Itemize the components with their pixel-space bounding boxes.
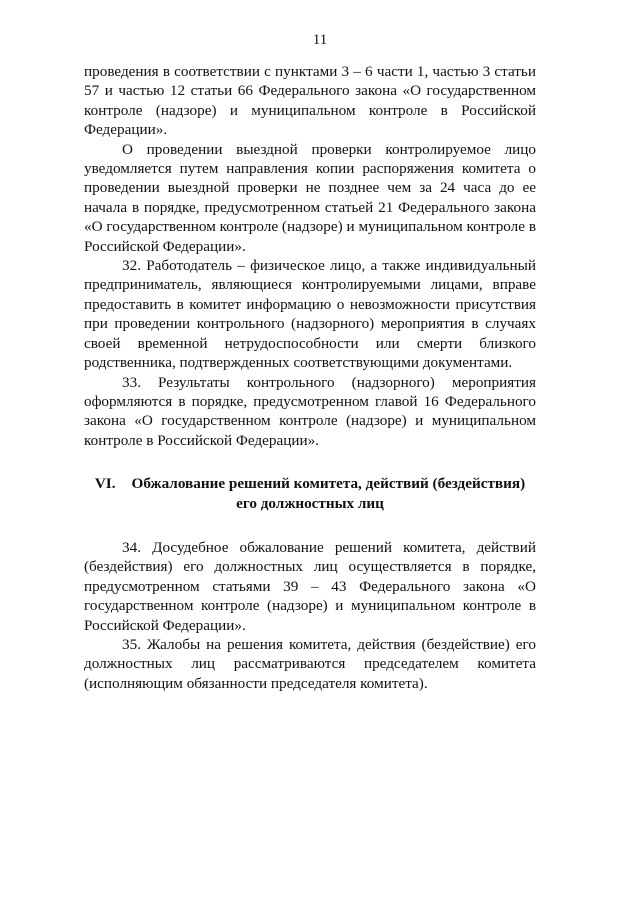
section-heading: [84, 474, 536, 513]
section-number: VI.: [94, 475, 116, 493]
paragraph-34: 34. Досудебное обжалование решений комитета, действий (бездействия) его должностных лиц осуществляется в порядке, предусмотренном статьями 39 – 43 Федерального закона «О государственном контроле (надзоре) и муниципальном контроле в Российской Федерации».: [84, 538, 536, 634]
page-number: 11: [312, 32, 328, 48]
paragraph-inspection-notice: О проведении выездной проверки контролируемое лицо уведомляется путем направления копии распоряжения комитета о проведении выездной проверки не позднее чем за 24 часа до ее начала в порядке, предусмотренном статьей 21 Федерального закона «О государственном контроле (надзоре) и муниципальном контроле в Российской Федерации».: [84, 140, 536, 255]
paragraph-continuation: проведения в соответствии с пунктами 3 – 6 части 1, частью 3 статьи 57 и частью 12 статьи 66 Федерального закона «О государственном контроле (надзоре) и муниципальном контроле в Российской Федерации».: [84, 63, 536, 139]
paragraph-33: 33. Результаты контрольного (надзорного) мероприятия оформляются в порядке, предусмотренном главой 16 Федерального закона «О государственном контроле (надзоре) и муниципальном контроле в Российской Федерации».: [84, 373, 536, 449]
paragraph-35: 35. Жалобы на решения комитета, действия (бездействие) его должностных лиц рассматриваются председателем комитета (исполняющим обязанности председателя комитета).: [84, 635, 536, 692]
document-body: [84, 62, 536, 693]
section-title: Обжалование решений комитета, действий (бездействия) его должностных лиц: [131, 475, 526, 512]
paragraph-32: 32. Работодатель – физическое лицо, а также индивидуальный предприниматель, являющиеся контролируемыми лицами, вправе предоставить в комитет информацию о невозможности присутствия при проведении контрольного (надзорного) мероприятия в случаях своей временной нетрудоспособности или смерти близкого родственника, подтвержденных соответствующими документами.: [84, 257, 536, 372]
